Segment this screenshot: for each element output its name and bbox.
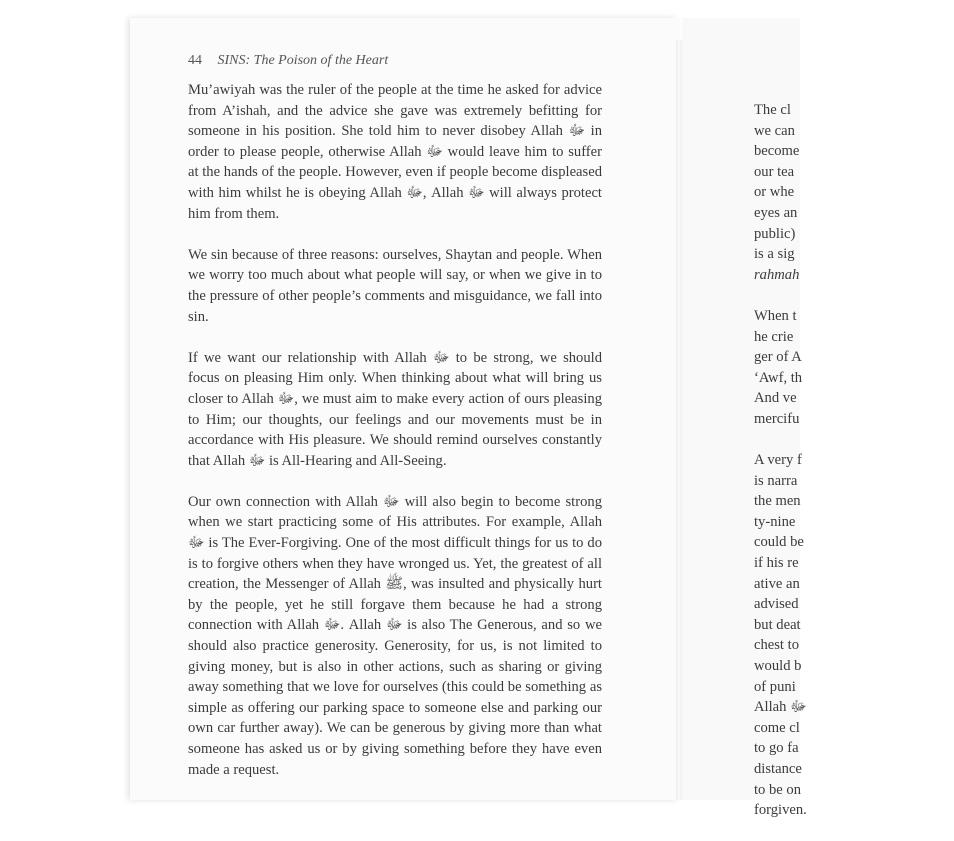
- text-line: ative an: [754, 575, 800, 592]
- text-line: the men: [754, 493, 801, 510]
- text-line: public): [754, 225, 796, 242]
- running-head: [188, 53, 388, 69]
- text-line: distance: [754, 761, 802, 777]
- text-line: Allah ﷻ: [754, 699, 807, 716]
- text-line: could be: [754, 534, 804, 551]
- text-line: ger of A: [754, 349, 802, 366]
- text-line: of puni: [754, 678, 796, 695]
- text-line: or whe: [754, 184, 795, 201]
- text-line: but deat: [754, 616, 801, 633]
- paragraph: Our own connection with Allah ﷻ will also begin to become strong when we start practicing some of His attributes. For example, Allah ﷻ is The Ever-Forgiving. One of the most difficult things for us to do is to forgive others when they have wronged us. Yet, the greatest of all creation, the Messenger of Allah ﷺ, was insulted and physically hurt by the people, yet he still forgave them because he had a strong connection with Allah ﷻ. Allah ﷻ is also The Generous, and so we should also practice generosity. Generosity, for us, is not limited to giving money, but is also in other actions, such as sharing or giving away something that we love for ourselves (this could be something as simple as offering our parking space to someone else and parking our own car further away). We can be generous by giving more than what someone has asked us or by giving something before they have even made a request.: [188, 493, 603, 778]
- running-head-title: SINS: The Poison of the Heart: [217, 53, 389, 68]
- text-line: he crie: [754, 328, 794, 345]
- paragraph: If we want our relationship with Allah ﷻ to be strong, we should focus on pleasing Him only. When thinking about what will bring us closer to Allah ﷻ, we must aim to make every action of ours pleasing to Him; our thoughts, our feelings and our movements must be in accordance with His pleasure. We should remind ourselves constantly that Allah ﷻ is All-Hearing and All-Seeing.: [188, 349, 602, 469]
- text-line: rahmah: [754, 266, 800, 283]
- right-paragraph: [754, 306, 954, 430]
- text-line: if his re: [754, 555, 799, 572]
- text-line: is narra: [754, 472, 798, 489]
- text-line: forgiven.: [754, 802, 807, 819]
- text-line: to be on: [754, 781, 802, 798]
- text-line: our tea: [754, 163, 795, 180]
- text-line: mercifu: [754, 410, 800, 427]
- text-line: eyes an: [754, 204, 798, 221]
- text-line: The cl: [754, 102, 791, 118]
- left-page-body: [188, 80, 602, 801]
- text-line: chest to: [754, 637, 799, 654]
- text-line: When t: [754, 307, 797, 324]
- right-page-body: [754, 100, 954, 841]
- text-line: become: [754, 143, 800, 160]
- text-line: advised: [754, 596, 799, 613]
- text-line: we can: [754, 122, 795, 139]
- text-line: A very f: [754, 452, 802, 469]
- text-line: is a sig: [754, 246, 795, 263]
- right-paragraph: [754, 100, 954, 285]
- text-line: And ve: [754, 390, 797, 407]
- paragraph: Mu’awiyah was the ruler of the people at the time he asked for advice from A’ishah, and the advice she gave was extremely befitting for someone in his position. She told him to never disobey Allah ﷻ in order to please people, otherwise Allah ﷻ would leave him to suffer at the hands of the people. However, even if people become displeased with him whilst he is obeying Allah ﷻ, Allah ﷻ will always protect him from them.: [188, 82, 602, 222]
- paragraph: We sin because of three reasons: ourselves, Shaytan and people. When we worry too much about what people will say, or when we give in to the pressure of other people’s comments and misguidance, we fall into sin.: [188, 246, 602, 325]
- right-paragraph: [754, 450, 954, 821]
- text-line: come cl: [754, 719, 800, 736]
- page-number: 44: [188, 53, 202, 68]
- text-line: ty-nine: [754, 513, 796, 530]
- text-line: ‘Awf, th: [754, 369, 803, 386]
- text-line: to go fa: [754, 740, 799, 757]
- text-line: would b: [754, 658, 802, 675]
